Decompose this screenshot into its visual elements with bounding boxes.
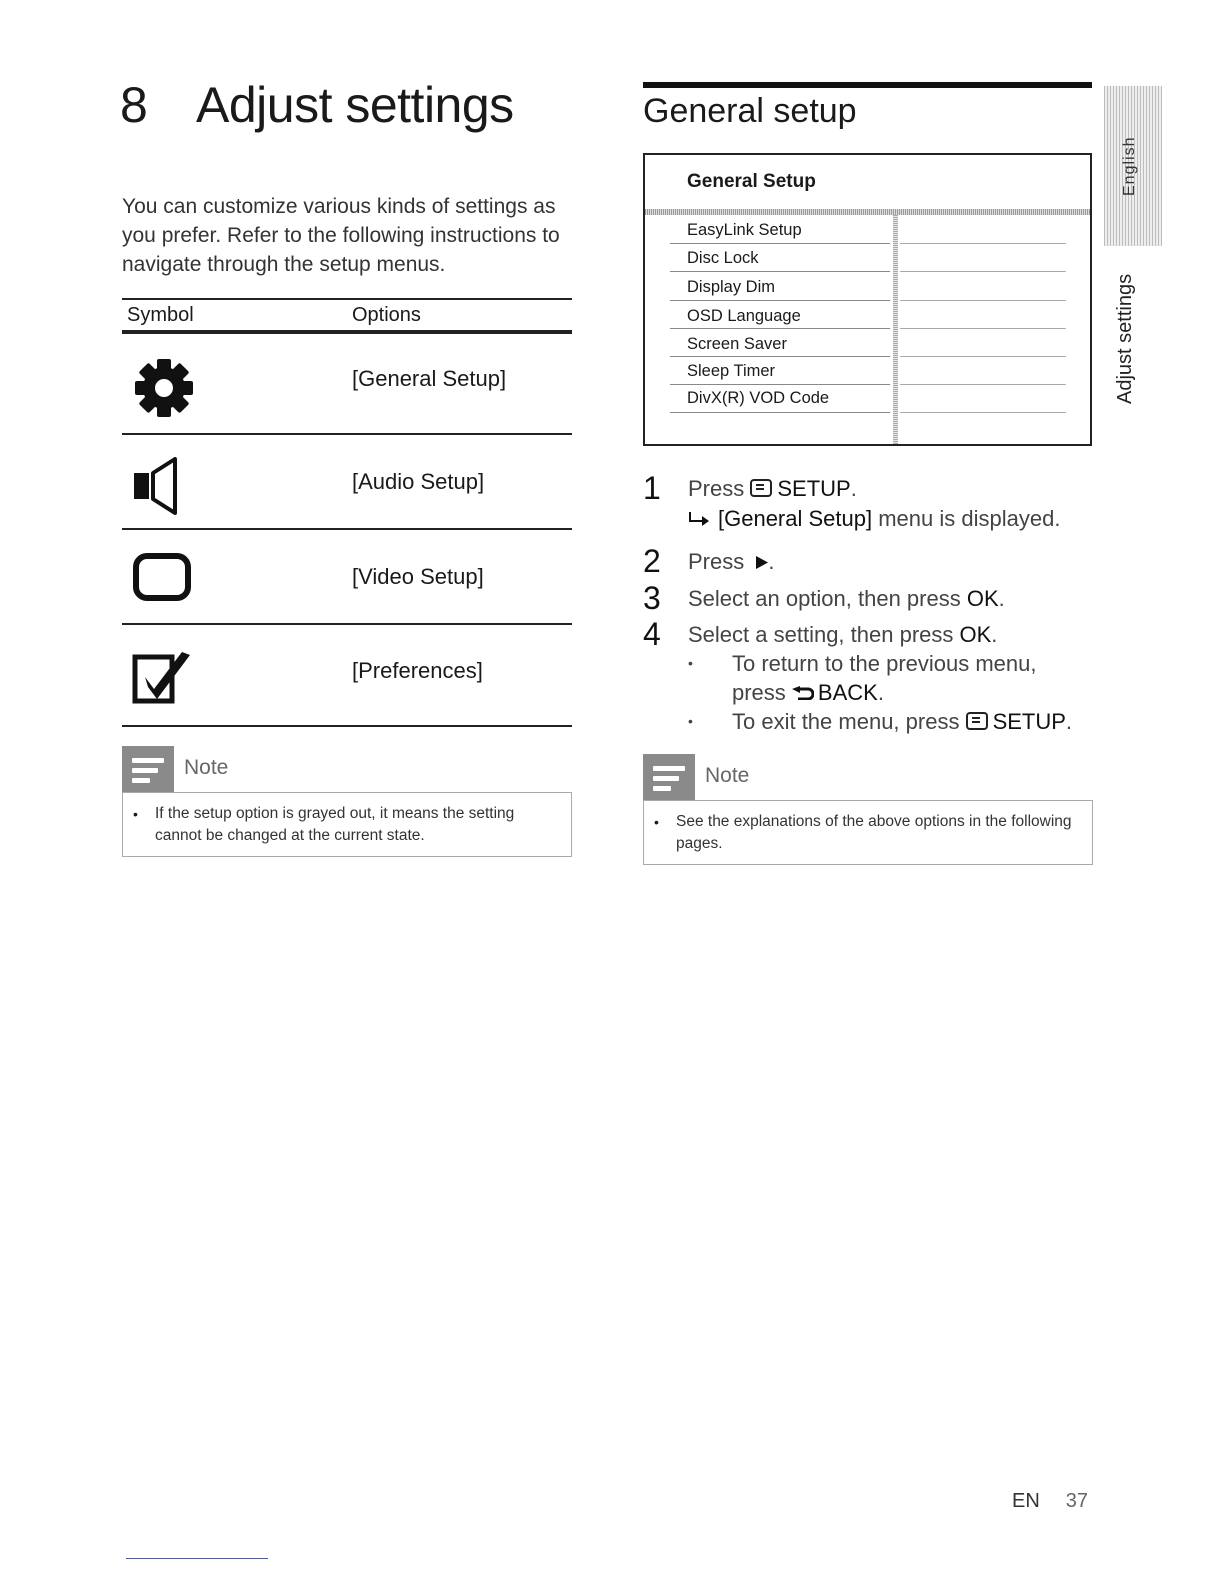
screen-icon <box>132 552 194 607</box>
section-title: General setup <box>643 92 857 130</box>
menu-item: Display Dim <box>687 278 776 296</box>
option-preferences: [Preferences] <box>352 658 483 683</box>
menu-value-underline <box>900 300 1066 301</box>
section-rule <box>643 82 1092 88</box>
step-2 <box>643 543 1083 579</box>
step-3 <box>643 580 1083 616</box>
footer-link-line <box>126 1558 268 1559</box>
table-row <box>122 334 572 435</box>
menu-item-underline <box>670 300 890 301</box>
bullet-return-cont <box>732 680 884 706</box>
bullet-exit <box>688 709 1072 735</box>
note-text: If the setup option is grayed out, it means the setting cannot be changed at the current state. <box>155 805 515 844</box>
step-text-end: . <box>768 549 775 574</box>
step-4 <box>643 616 1083 652</box>
note-title: Note <box>184 756 229 779</box>
chapter-tab <box>1114 273 1144 544</box>
bullet-text: To return to the previous menu, <box>732 651 1037 676</box>
menu-header-band <box>645 209 1090 215</box>
menu-item: DivX(R) VOD Code <box>687 389 830 407</box>
menu-value-underline <box>900 356 1066 357</box>
footer-language: EN <box>1012 1490 1040 1512</box>
setup-key-icon <box>750 479 772 497</box>
menu-item-underline <box>670 271 890 272</box>
menu-item: Disc Lock <box>687 249 759 267</box>
language-tab <box>1104 86 1162 246</box>
step-text: Select a setting, then press <box>688 622 960 647</box>
bullet-icon: • <box>654 814 659 830</box>
step-number: 2 <box>643 543 661 579</box>
menu-item: EasyLink Setup <box>687 221 802 239</box>
menu-item-underline <box>670 412 890 413</box>
step-number: 1 <box>643 470 661 506</box>
step-number: 3 <box>643 580 661 616</box>
symbol-table-header <box>122 298 572 334</box>
page-number: 37 <box>1065 1490 1089 1512</box>
bullet-icon: • <box>688 655 693 671</box>
result-text: menu is displayed. <box>872 506 1061 531</box>
menu-item-underline <box>670 243 890 244</box>
step-text: Press <box>688 549 751 574</box>
menu-item-underline <box>670 356 890 357</box>
step-text: Press <box>688 476 745 501</box>
menu-value-underline <box>900 412 1066 413</box>
bullet-text: To exit the menu, press <box>732 709 966 734</box>
play-arrow-icon <box>756 549 768 575</box>
bullet-text: press <box>732 680 792 705</box>
menu-item-underline <box>670 384 890 385</box>
chapter-tab-label: Adjust settings <box>1114 273 1136 404</box>
menu-value-underline <box>900 328 1066 329</box>
menu-item: Sleep Timer <box>687 362 776 380</box>
intro-paragraph: You can customize various kinds of settings as you prefer. Refer to the following instructions to navigate through the setup menus. <box>122 195 560 276</box>
menu-header: General Setup <box>687 171 816 192</box>
menu-value-underline <box>900 384 1066 385</box>
language-tab-label: English <box>1121 136 1138 196</box>
speaker-icon <box>132 457 184 520</box>
menu-value-underline <box>900 271 1066 272</box>
table-row <box>122 625 572 727</box>
general-setup-menu <box>643 153 1092 446</box>
note-box <box>122 792 572 857</box>
key-label: BACK <box>817 680 878 705</box>
page-footer <box>1012 1490 1088 1513</box>
step-text: Select an option, then press <box>688 586 967 611</box>
key-label: OK <box>959 622 992 647</box>
step-text-end: . <box>991 622 998 647</box>
result-arrow-icon <box>688 506 718 532</box>
note-icon <box>122 746 174 792</box>
menu-item: Screen Saver <box>687 335 787 353</box>
chapter-number: 8 <box>120 77 148 133</box>
table-row <box>122 530 572 625</box>
bullet-icon: • <box>133 806 138 822</box>
menu-item-underline <box>670 328 890 329</box>
key-label: SETUP <box>992 709 1066 734</box>
symbol-table <box>122 298 572 727</box>
result-option: [General Setup] <box>718 506 873 531</box>
step-1-result <box>688 506 1060 532</box>
note-text: See the explanations of the above options in the following pages. <box>676 813 1072 852</box>
step-text-end: . <box>850 476 857 501</box>
key-label: OK <box>966 586 999 611</box>
menu-divider <box>893 215 898 444</box>
option-general-setup: [General Setup] <box>352 366 507 391</box>
bullet-text-end: . <box>1065 709 1073 734</box>
chapter-title: Adjust settings <box>196 77 514 133</box>
back-arrow-icon <box>792 680 814 706</box>
menu-value-underline <box>900 243 1066 244</box>
note-title: Note <box>705 764 750 787</box>
step-1 <box>643 470 1083 506</box>
chapter-heading <box>120 76 514 134</box>
table-row <box>122 435 572 530</box>
bullet-icon: • <box>688 713 693 729</box>
bullet-return <box>688 651 1037 677</box>
key-label: SETUP <box>777 476 851 501</box>
note-icon <box>643 754 695 800</box>
gear-icon <box>132 356 196 425</box>
options-column-header: Options <box>352 304 421 326</box>
checkbox-icon <box>132 649 196 710</box>
step-text-end: . <box>998 586 1005 611</box>
note-box <box>643 800 1093 865</box>
option-video-setup: [Video Setup] <box>352 564 484 589</box>
setup-key-icon <box>966 712 988 730</box>
menu-item: OSD Language <box>687 307 801 325</box>
bullet-text-end: . <box>877 680 884 705</box>
symbol-column-header: Symbol <box>127 304 194 326</box>
step-number: 4 <box>643 616 661 652</box>
option-audio-setup: [Audio Setup] <box>352 469 485 494</box>
